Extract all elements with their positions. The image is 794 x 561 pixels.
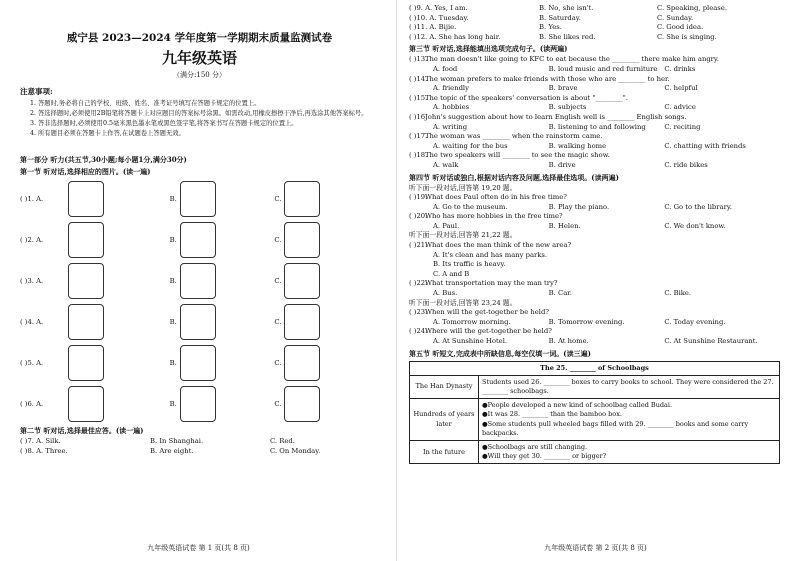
q7-option-c[interactable]: C. Red. — [270, 437, 295, 445]
option-c[interactable]: C. Bike. — [664, 289, 692, 298]
instruction-23-24: 听下面一段对话,回答第 23,24 题。 — [409, 298, 517, 307]
option-letter: B. — [169, 317, 177, 326]
question-stem: The two speakers will ________ to see the magic show. — [425, 151, 610, 160]
picture-option[interactable] — [170, 345, 275, 381]
girl-swimming-illustration — [68, 222, 104, 258]
option-b[interactable]: B. loud music and red furniture — [548, 64, 658, 73]
picture-question-4 — [20, 301, 379, 342]
notice-4: 4. 所有题目必须在答题卡上作答,在试题卷上答题无效。 — [30, 130, 185, 137]
question-stem: The woman was ________ when the rainstorm came. — [425, 132, 603, 141]
picture-question-6 — [20, 383, 379, 424]
table-detail-line: ●Schoolbags are still changing. — [482, 443, 588, 452]
section4-heading: 第四节 听对话或独白,根据对话内容及问题,选择最佳选项。(读两遍) — [409, 172, 619, 182]
option-letter: B. — [169, 235, 177, 244]
instruction-21-22: 听下面一段对话,回答第 21,22 题。 — [409, 231, 517, 240]
option-c[interactable]: C. advice — [664, 103, 696, 112]
option-c[interactable]: C. ride bikes — [664, 160, 708, 169]
option-b[interactable]: B. Play the piano. — [548, 202, 610, 211]
early-questions — [409, 4, 780, 42]
notice-1: 1. 答题时,务必将自己的学校、班级、姓名、准考证号填写在答题卡规定的位置上。 — [30, 100, 261, 107]
question-stem: John's suggestion about how to learn English well is ________ English songs. — [425, 112, 687, 121]
boy-laughing-illustration — [180, 222, 216, 258]
option-a[interactable]: A. hobbies — [433, 103, 470, 112]
question-19 — [409, 193, 780, 212]
notice-heading: 注意事项: — [20, 87, 53, 96]
question-number: ( )6. A. — [20, 399, 44, 408]
exam-title: 威宁县 2023—2024 学年度第一学期期末质量监测试卷 — [66, 32, 333, 44]
option-c[interactable]: C. reciting — [664, 122, 701, 131]
two-kids-waving-illustration — [180, 263, 216, 299]
question-14 — [409, 75, 780, 94]
page1-footer: 九年级英语试卷 第 1 页(共 8 页) — [147, 544, 250, 552]
section5-heading: 第五节 听短文,完成表中所缺信息,每空仅填一词。(读三遍) — [409, 348, 591, 358]
option-a[interactable]: A. waiting for the bus — [433, 141, 508, 150]
picture-option[interactable] — [274, 345, 379, 381]
question-number: ( )15. — [409, 93, 428, 102]
picture-questions — [20, 178, 379, 424]
question-number: ( )23. — [409, 308, 428, 317]
question-13 — [409, 55, 780, 74]
boy-stomachache-illustration — [180, 386, 216, 422]
q10-option-a[interactable]: ( )10. A. Tuesday. — [409, 13, 469, 22]
picture-option[interactable] — [170, 222, 275, 258]
table-detail-line: ●Will they get 30. ________ or bigger? — [482, 452, 607, 461]
hamburger-illustration — [284, 304, 320, 340]
question-stem: What transportation may the man try? — [425, 279, 558, 288]
picture-option[interactable] — [170, 386, 275, 422]
table-title: The 25. ________ of Schoolbags — [410, 361, 780, 375]
dripping-tap-illustration — [68, 263, 104, 299]
q9-option-b[interactable]: B. No, she isn't. — [539, 4, 594, 12]
question-number: ( )19. — [409, 193, 428, 202]
q12-option-b[interactable]: B. She likes red. — [539, 32, 596, 41]
school-building-illustration — [284, 181, 320, 217]
question-8 — [20, 447, 379, 457]
option-a[interactable]: A. writing — [433, 122, 468, 131]
question-number: ( )13. — [409, 55, 428, 64]
question-number: ( )22. — [409, 279, 428, 288]
picture-question-3 — [20, 260, 379, 301]
picture-option[interactable] — [65, 181, 170, 217]
option-letter: C. — [274, 276, 282, 285]
option-c[interactable]: C. Go to the library. — [664, 202, 732, 211]
table-details — [479, 399, 780, 441]
table-details — [479, 375, 780, 398]
boy-playing-football-illustration — [284, 222, 320, 258]
option-c[interactable]: C. A and B — [433, 269, 470, 278]
question-10 — [409, 14, 780, 24]
question-21 — [409, 241, 780, 279]
option-b[interactable]: B. walking home — [548, 141, 607, 150]
question-number: ( )16. — [409, 112, 428, 121]
option-letter: C. — [274, 235, 282, 244]
option-letter: C. — [274, 317, 282, 326]
question-stem: When will the get-together be held? — [425, 308, 549, 317]
option-c[interactable]: C. We don't know. — [664, 221, 726, 230]
picture-option[interactable] — [65, 386, 170, 422]
schoolbags-table — [409, 361, 780, 465]
option-b[interactable]: B. At home. — [548, 337, 589, 345]
option-b[interactable]: B. Helen. — [548, 221, 581, 230]
option-c[interactable]: C. chatting with friends — [664, 141, 746, 150]
table-period: Hundreds of years later — [410, 399, 479, 441]
q12-option-c[interactable]: C. She is singing. — [657, 32, 717, 41]
question-22 — [409, 279, 780, 298]
question-number: ( )24. — [409, 327, 428, 336]
option-b[interactable]: B. brave — [548, 84, 578, 93]
option-c[interactable]: C. drinks — [664, 64, 696, 73]
question-24 — [409, 327, 780, 346]
picture-option[interactable] — [65, 222, 170, 258]
option-a[interactable]: A. Tomorrow morning. — [433, 317, 511, 326]
picture-option[interactable] — [65, 263, 170, 299]
family-characters-illustration — [68, 345, 104, 381]
table-period: The Han Dynasty — [410, 375, 479, 398]
dumplings-plate-illustration — [180, 304, 216, 340]
instruction-19-20: 听下面一段对话,回答第 19,20 题。 — [409, 183, 517, 192]
question-number: ( )14. — [409, 74, 428, 83]
option-b[interactable]: B. subjects — [548, 103, 587, 112]
option-a[interactable]: A. food — [433, 64, 458, 73]
picture-option[interactable] — [170, 181, 275, 217]
section3-questions — [409, 55, 780, 170]
question-23 — [409, 308, 780, 327]
option-a[interactable]: A. walk — [433, 160, 459, 169]
basketball-player-illustration — [68, 181, 104, 217]
question-stem: The man doesn't like going to KFC to eat because the ________ there make him angry. — [425, 55, 720, 64]
picture-question-2 — [20, 219, 379, 260]
question-stem: Who has more hobbies in the free time? — [425, 212, 563, 221]
cartoon-bear-illustration — [180, 345, 216, 381]
question-12 — [409, 33, 780, 43]
question-16 — [409, 113, 780, 132]
school-gate-building-illustration — [180, 181, 216, 217]
peppa-pig-illustration — [284, 345, 320, 381]
option-letter: B. — [169, 399, 177, 408]
q11-option-b[interactable]: B. Yes. — [539, 23, 562, 32]
child-hurt-leg-illustration — [284, 386, 320, 422]
option-c[interactable]: C. At Sunshine Restaurant. — [664, 337, 758, 345]
question-number: ( )2. A. — [20, 235, 44, 244]
option-letter: B. — [169, 194, 177, 203]
option-b[interactable]: B. drive — [548, 160, 576, 169]
picture-option[interactable] — [274, 386, 379, 422]
part1-heading: 第一部分 听力(共五节,30小题;每小题1分,满分30分) — [20, 155, 187, 164]
picture-option[interactable] — [65, 304, 170, 340]
table-details — [479, 441, 780, 464]
picture-option[interactable] — [170, 263, 275, 299]
q10-option-c[interactable]: C. Sunday. — [657, 13, 694, 22]
question-15 — [409, 94, 780, 113]
picture-option[interactable] — [274, 304, 379, 340]
question-17 — [409, 132, 780, 151]
score-note: （满分:150 分） — [173, 71, 226, 79]
q7-option-b[interactable]: B. In Shanghai. — [150, 437, 204, 445]
question-7 — [20, 437, 379, 447]
exam-page-2 — [397, 0, 794, 561]
picture-question-5 — [20, 342, 379, 383]
question-stem: Where will the get-together be held? — [425, 327, 552, 336]
q8-option-c[interactable]: C. On Monday. — [270, 446, 321, 455]
question-number: ( )21. — [409, 241, 428, 250]
question-18 — [409, 151, 780, 170]
option-letter: C. — [274, 194, 282, 203]
picture-option[interactable] — [274, 263, 379, 299]
picture-question-1 — [20, 178, 379, 219]
question-number: ( )17. — [409, 132, 428, 141]
question-number: ( )20. — [409, 212, 428, 221]
option-c[interactable]: C. Today evening. — [664, 317, 726, 326]
option-a[interactable]: A. It's clean and has many parks. — [433, 250, 548, 259]
option-a[interactable]: A. At Sunshine Hotel. — [433, 337, 508, 345]
section3-heading: 第三节 听对话,选择能填出选项完成句子。(读两遍) — [409, 44, 568, 54]
picture-option[interactable] — [65, 345, 170, 381]
question-11 — [409, 23, 780, 33]
table-detail-line: Students used 26. ________ boxes to carry books to school. They were considered the 27. ________ schoolbags. — [482, 377, 774, 395]
q7-option-a[interactable]: ( )7. A. Silk. — [20, 437, 61, 445]
question-number: ( )18. — [409, 151, 428, 160]
notice-2: 2. 答选择题时,必须使用2B铅笔将答题卡上对应题目的答案标号涂黑。如需改动,用橡皮擦擦干净后,再选涂其他答案标号。 — [30, 110, 368, 117]
option-b[interactable]: B. Car. — [548, 289, 572, 298]
section2-heading: 第二节 听对话,选择最佳应答。(读一遍) — [20, 426, 144, 435]
option-letter: B. — [169, 358, 177, 367]
question-number: ( )1. A. — [20, 194, 44, 203]
picture-option[interactable] — [274, 222, 379, 258]
option-a[interactable]: A. friendly — [433, 84, 469, 93]
q9-option-c[interactable]: C. Speaking, please. — [657, 4, 727, 12]
page2-footer: 九年级英语试卷 第 2 页(共 8 页) — [544, 544, 647, 552]
option-letter: C. — [274, 358, 282, 367]
section1-heading: 第一节 听对话,选择相应的图片。(读一遍) — [20, 167, 151, 176]
picture-option[interactable] — [274, 181, 379, 217]
question-number: ( )4. A. — [20, 317, 44, 326]
q11-option-a[interactable]: ( )11. A. Bijie. — [409, 23, 457, 32]
bowl-of-noodles-illustration — [68, 304, 104, 340]
hands-holding-water-illustration — [284, 263, 320, 299]
q10-option-b[interactable]: B. Saturday. — [539, 13, 581, 22]
table-detail-line: ●Some students pull wheeled bags filled with 29. ________ books and some carry backpacks. — [482, 419, 749, 437]
q11-option-c[interactable]: C. Good idea. — [657, 23, 704, 32]
question-number: ( )3. A. — [20, 276, 44, 285]
option-letter: C. — [274, 399, 282, 408]
girl-with-cold-illustration — [68, 386, 104, 422]
table-detail-line: ●It was 28. ________ than the bamboo box. — [482, 410, 622, 419]
question-20 — [409, 212, 780, 231]
option-a[interactable]: A. Go to the museum. — [433, 202, 508, 211]
question-number: ( )5. A. — [20, 358, 44, 367]
table-detail-line: ●People developed a new kind of schoolbag called Budai. — [482, 401, 673, 410]
q8-option-a[interactable]: ( )8. A. Three. — [20, 446, 68, 455]
picture-option[interactable] — [170, 304, 275, 340]
option-b[interactable]: B. listening to and following — [548, 122, 646, 131]
question-stem: The woman prefers to make friends with those who are ________ to her. — [425, 74, 670, 83]
option-b[interactable]: B. Its traffic is heavy. — [433, 260, 506, 269]
option-letter: B. — [169, 276, 177, 285]
table-period: In the future — [410, 441, 479, 464]
option-c[interactable]: C. helpful — [664, 84, 698, 93]
subject-title: 九年级英语 — [161, 49, 237, 67]
question-stem: What does the man think of the new area? — [425, 241, 572, 250]
notice-3: 3. 答非选择题时,必须使用0.5毫米黑色墨水笔或黑色签字笔,将答案书写在答题卡规定的位置上。 — [30, 120, 298, 127]
question-stem: The topic of the speakers' conversation is about "________". — [425, 93, 628, 102]
option-b[interactable]: B. Tomorrow evening. — [548, 317, 625, 326]
question-stem: What does Paul often do in his free time? — [425, 193, 567, 202]
q9-option-a[interactable]: ( )9. A. Yes, I am. — [409, 4, 468, 12]
option-a[interactable]: A. Bus. — [433, 289, 458, 298]
q8-option-b[interactable]: B. Are eight. — [150, 446, 194, 455]
question-9 — [409, 4, 780, 14]
q12-option-a[interactable]: ( )12. A. She has long hair. — [409, 32, 501, 41]
option-a[interactable]: A. Paul. — [433, 221, 460, 230]
